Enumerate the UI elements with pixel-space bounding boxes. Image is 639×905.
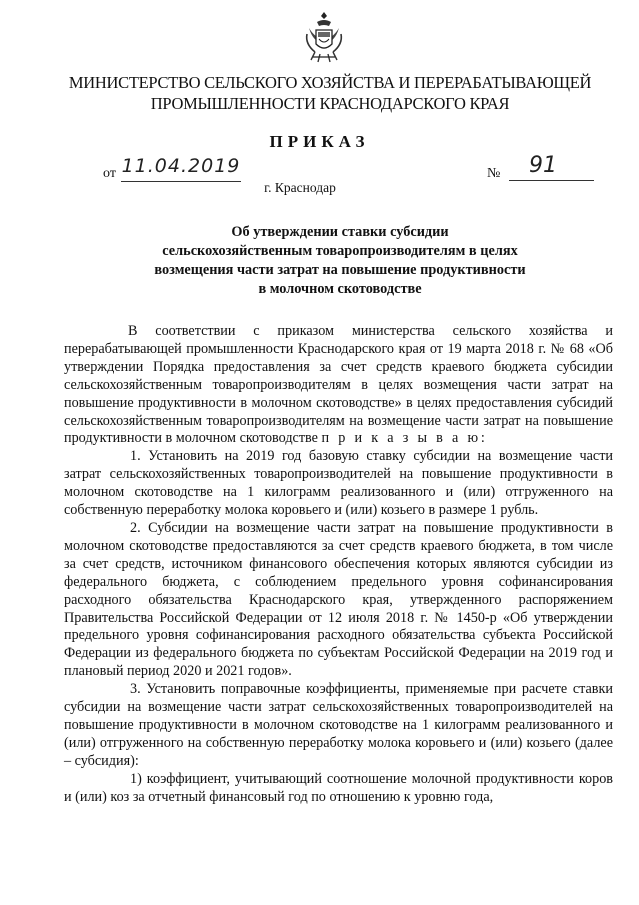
document-type: ПРИКАЗ <box>269 132 370 151</box>
paragraph-3-1: 1) коэффициент, учитывающий соотношение молочной продуктивности коров и (или) коз за отчетный финансовый год по отношению к уровню года, <box>64 770 613 805</box>
paragraph-2: 2. Субсидии на возмещение части затрат на повышение продуктивности в молочном скотоводстве предоставляются за счет средств краевого бюджета, в том числе за счет средств, источником финансового обеспечения которых являются субсидии из федерального бюджета, с соблюдением предельного уровня софинансирования расходного обязательства Краснодарского края, утвержденного распоряжением Правительства Российской Федерации от 12 июля 2018 г. № 1450-р «Об утверждении предельного уровня софинансирования расходного обязательства субъекта Российской Федерации из федерального бюджета по субъектам Российской Федерации на 2019 год и плановый период 2020 и 2021 годов». <box>64 519 613 680</box>
subject-line-3: возмещения части затрат на повышение продуктивности <box>154 262 526 278</box>
coat-of-arms-icon <box>303 10 345 64</box>
paragraph-3: 3. Установить поправочные коэффициенты, применяемые при расчете ставки субсидии на возмещение части затрат сельскохозяйственных товаропроизводителей на повышение продуктивности в молочном скотоводстве на 1 килограмм реализованного и (или) отгруженного на собственную переработку молока коровьего и (или) козьего (далее – субсидия): <box>64 681 613 769</box>
ministry-line-2: ПРОМЫШЛЕННОСТИ КРАСНОДАРСКОГО КРАЯ <box>150 94 510 113</box>
document-subject <box>120 223 560 299</box>
city: г. Краснодар <box>264 180 336 195</box>
paragraph-1: 1. Установить на 2019 год базовую ставку субсидии на возмещение части затрат сельскохозяйственных товаропроизводителей на повышение продуктивности в молочном скотоводстве на 1 килограмм реализованного и (или) отгруженного на собственную переработку молока коровьего и (или) козьего в размере 1 рубль. <box>64 448 613 519</box>
document-body <box>64 323 613 806</box>
date-label: от <box>103 166 116 181</box>
date-value: 11.04.2019 <box>121 155 241 182</box>
order-word: п р и к а з ы в а ю: <box>321 430 488 447</box>
subject-line-1: Об утверждении ставки субсидии <box>231 224 449 240</box>
number-label: № <box>487 166 501 181</box>
ministry-name <box>40 72 620 114</box>
preamble-text: В соответствии с приказом министерства сельского хозяйства и перерабатывающей промышленности Краснодарского края от 19 марта 2018 г. № 68 «Об утверждении Порядка предоставления за счет средств краевого бюджета субсидии сельскохозяйственным товаропроизводителям в целях возмещения части затрат на повышение продуктивности в молочном скотоводстве» в целях предоставления субсидий сельскохозяйственным товаропроизводителям на возмещение части затрат на повышение продуктивности в молочном скотоводстве <box>64 323 613 447</box>
subject-line-2: сельскохозяйственным товаропроизводителям в целях <box>162 243 518 259</box>
paragraph-preamble <box>64 323 613 448</box>
subject-line-4: в молочном скотоводстве <box>258 281 422 297</box>
ministry-line-1: МИНИСТЕРСТВО СЕЛЬСКОГО ХОЗЯЙСТВА И ПЕРЕРАБАТЫВАЮЩЕЙ <box>68 73 592 92</box>
number-value: 91 <box>509 153 594 181</box>
